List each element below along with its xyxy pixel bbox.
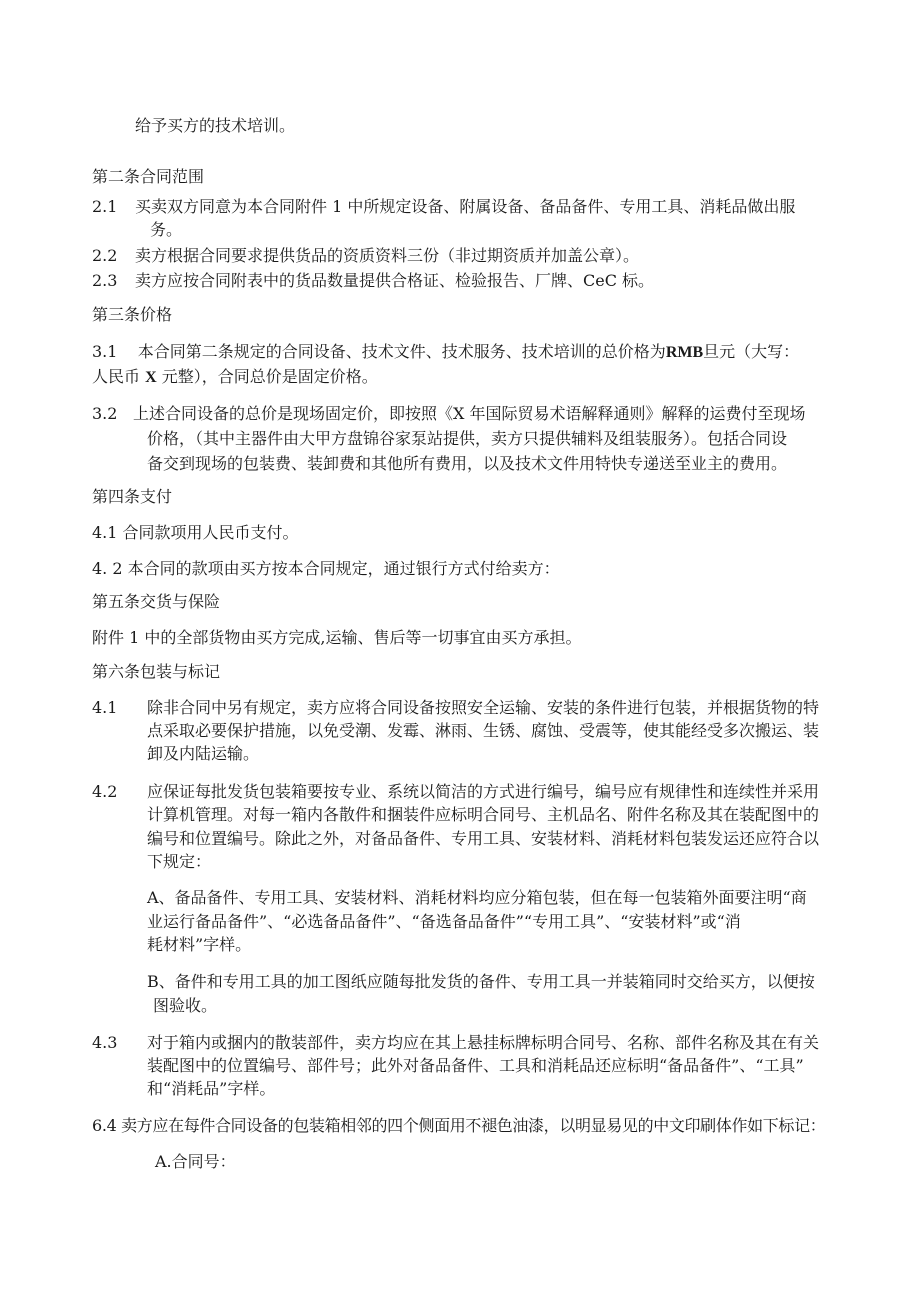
clause-number: 3.2	[92, 404, 118, 423]
clause-text: 装配图中的位置编号、部件号；此外对备品备件、工具和消耗品还应标明“备品备件”、“工具”	[147, 1056, 804, 1075]
clause-text: A、备品备件、专用工具、安装材料、消耗材料均应分箱包装，但在每一包装箱外面要注明“商	[147, 888, 807, 907]
section-title-packing: 第六条包装与标记	[92, 662, 221, 681]
clause-4-2: 4. 2 本合同的款项由买方按本合同规定，通过银行方式付给卖方：	[92, 559, 560, 578]
marking-contract-number: A.合同号：	[155, 1152, 236, 1171]
clause-text: 编号和位置编号。除此之外，对备品备件、专用工具、安装材料、消耗材料包装发运还应符合以	[147, 829, 820, 848]
section-title-delivery: 第五条交货与保险	[92, 592, 221, 611]
clause-number: 2.3	[92, 271, 118, 290]
clause-text: 业运行备品备件”、“必选备品备件”、“备选备品备件”“专用工具”、“安装材料”或“消	[147, 912, 741, 931]
clause-4-1: 4.1 合同款项用人民币支付。	[92, 523, 299, 542]
clause-6-4: 6.4 卖方应在每件合同设备的包装箱相邻的四个侧面用不褪色油漆，以明显易见的中文印刷体作如下标记：	[92, 1116, 826, 1135]
clause-text: 除非合同中另有规定，卖方应将合同设备按照安全运输、安装的条件进行包装，并根据货物的特	[147, 698, 820, 717]
section-title-payment: 第四条支付	[92, 487, 173, 506]
clause-text: 卖方根据合同要求提供货品的资质资料三份（非过期资质并加盖公章）。	[135, 246, 640, 265]
clause-text: 下规定：	[147, 852, 212, 871]
clause-text: B、备件和专用工具的加工图纸应随每批发货的备件、专用工具一并装箱同时交给买方，以便按	[147, 972, 815, 991]
section-title-price: 第三条价格	[92, 305, 173, 324]
clause-number: 4.1	[92, 698, 118, 717]
clause-number: 4.3	[92, 1033, 118, 1052]
clause-text: 备交到现场的包装费、装卸费和其他所有费用，以及技术文件用特快专递送至业主的费用。	[147, 454, 788, 473]
clause-text: 点采取必要保护措施，以免受潮、发霉、淋雨、生锈、腐蚀、受震等，使其能经受多次搬运、装	[147, 721, 820, 740]
clause-text: 计算机管理。对每一箱内各散件和捆装件应标明合同号、主机品名、附件名称及其在装配图中的	[147, 805, 820, 824]
clause-number: 3.1	[92, 342, 118, 361]
clause-text: 务。	[150, 220, 183, 239]
clause-text: 图验收。	[153, 996, 218, 1015]
amount-placeholder: X	[145, 369, 157, 386]
clause-text: 对于箱内或捆内的散装部件，卖方均应在其上悬挂标牌标明合同号、名称、部件名称及其在有关	[147, 1033, 820, 1052]
clause-text: 人民币	[92, 367, 141, 386]
section-title-scope: 第二条合同范围	[92, 167, 205, 186]
clause-text: 元整），合同总价是固定价格。	[161, 367, 378, 386]
clause-text: 价格，（其中主器件由大甲方盘锦谷家泵站提供，卖方只提供辅料及组装服务）。包括合同设	[147, 429, 788, 448]
clause-text: 和“消耗品”字样。	[147, 1079, 276, 1098]
clause-text: 本合同第二条规定的合同设备、技术文件、技术服务、技术培训的总价格为	[137, 342, 666, 361]
delivery-paragraph: 附件 1 中的全部货物由买方完成,运输、售后等一切事宜由买方承担。	[92, 628, 582, 647]
clause-number: 2.2	[92, 246, 118, 265]
clause-number: 4.2	[92, 782, 118, 801]
clause-text: 旦元（大写：	[703, 342, 800, 361]
clause-text: 应保证每批发货包装箱要按专业、系统以简洁的方式进行编号，编号应有规律性和连续性并采用	[147, 782, 820, 801]
clause-text: 买卖双方同意为本合同附件 1 中所规定设备、附属设备、备品备件、专用工具、消耗品做出服	[135, 197, 796, 216]
clause-text: 上述合同设备的总价是现场固定价，即按照《X 年国际贸易术语解释通则》解释的运费付至现场	[133, 404, 806, 423]
clause-text: 卖方应按合同附表中的货品数量提供合格证、检验报告、厂牌、CeC 标。	[135, 271, 655, 290]
currency-code: RMB	[665, 344, 704, 361]
clause-text: 耗材料”字样。	[147, 935, 252, 954]
clause-number: 2.1	[92, 197, 118, 216]
paragraph-training: 给予买方的技术培训。	[135, 116, 296, 135]
clause-text: 卸及内陆运输。	[147, 744, 260, 763]
